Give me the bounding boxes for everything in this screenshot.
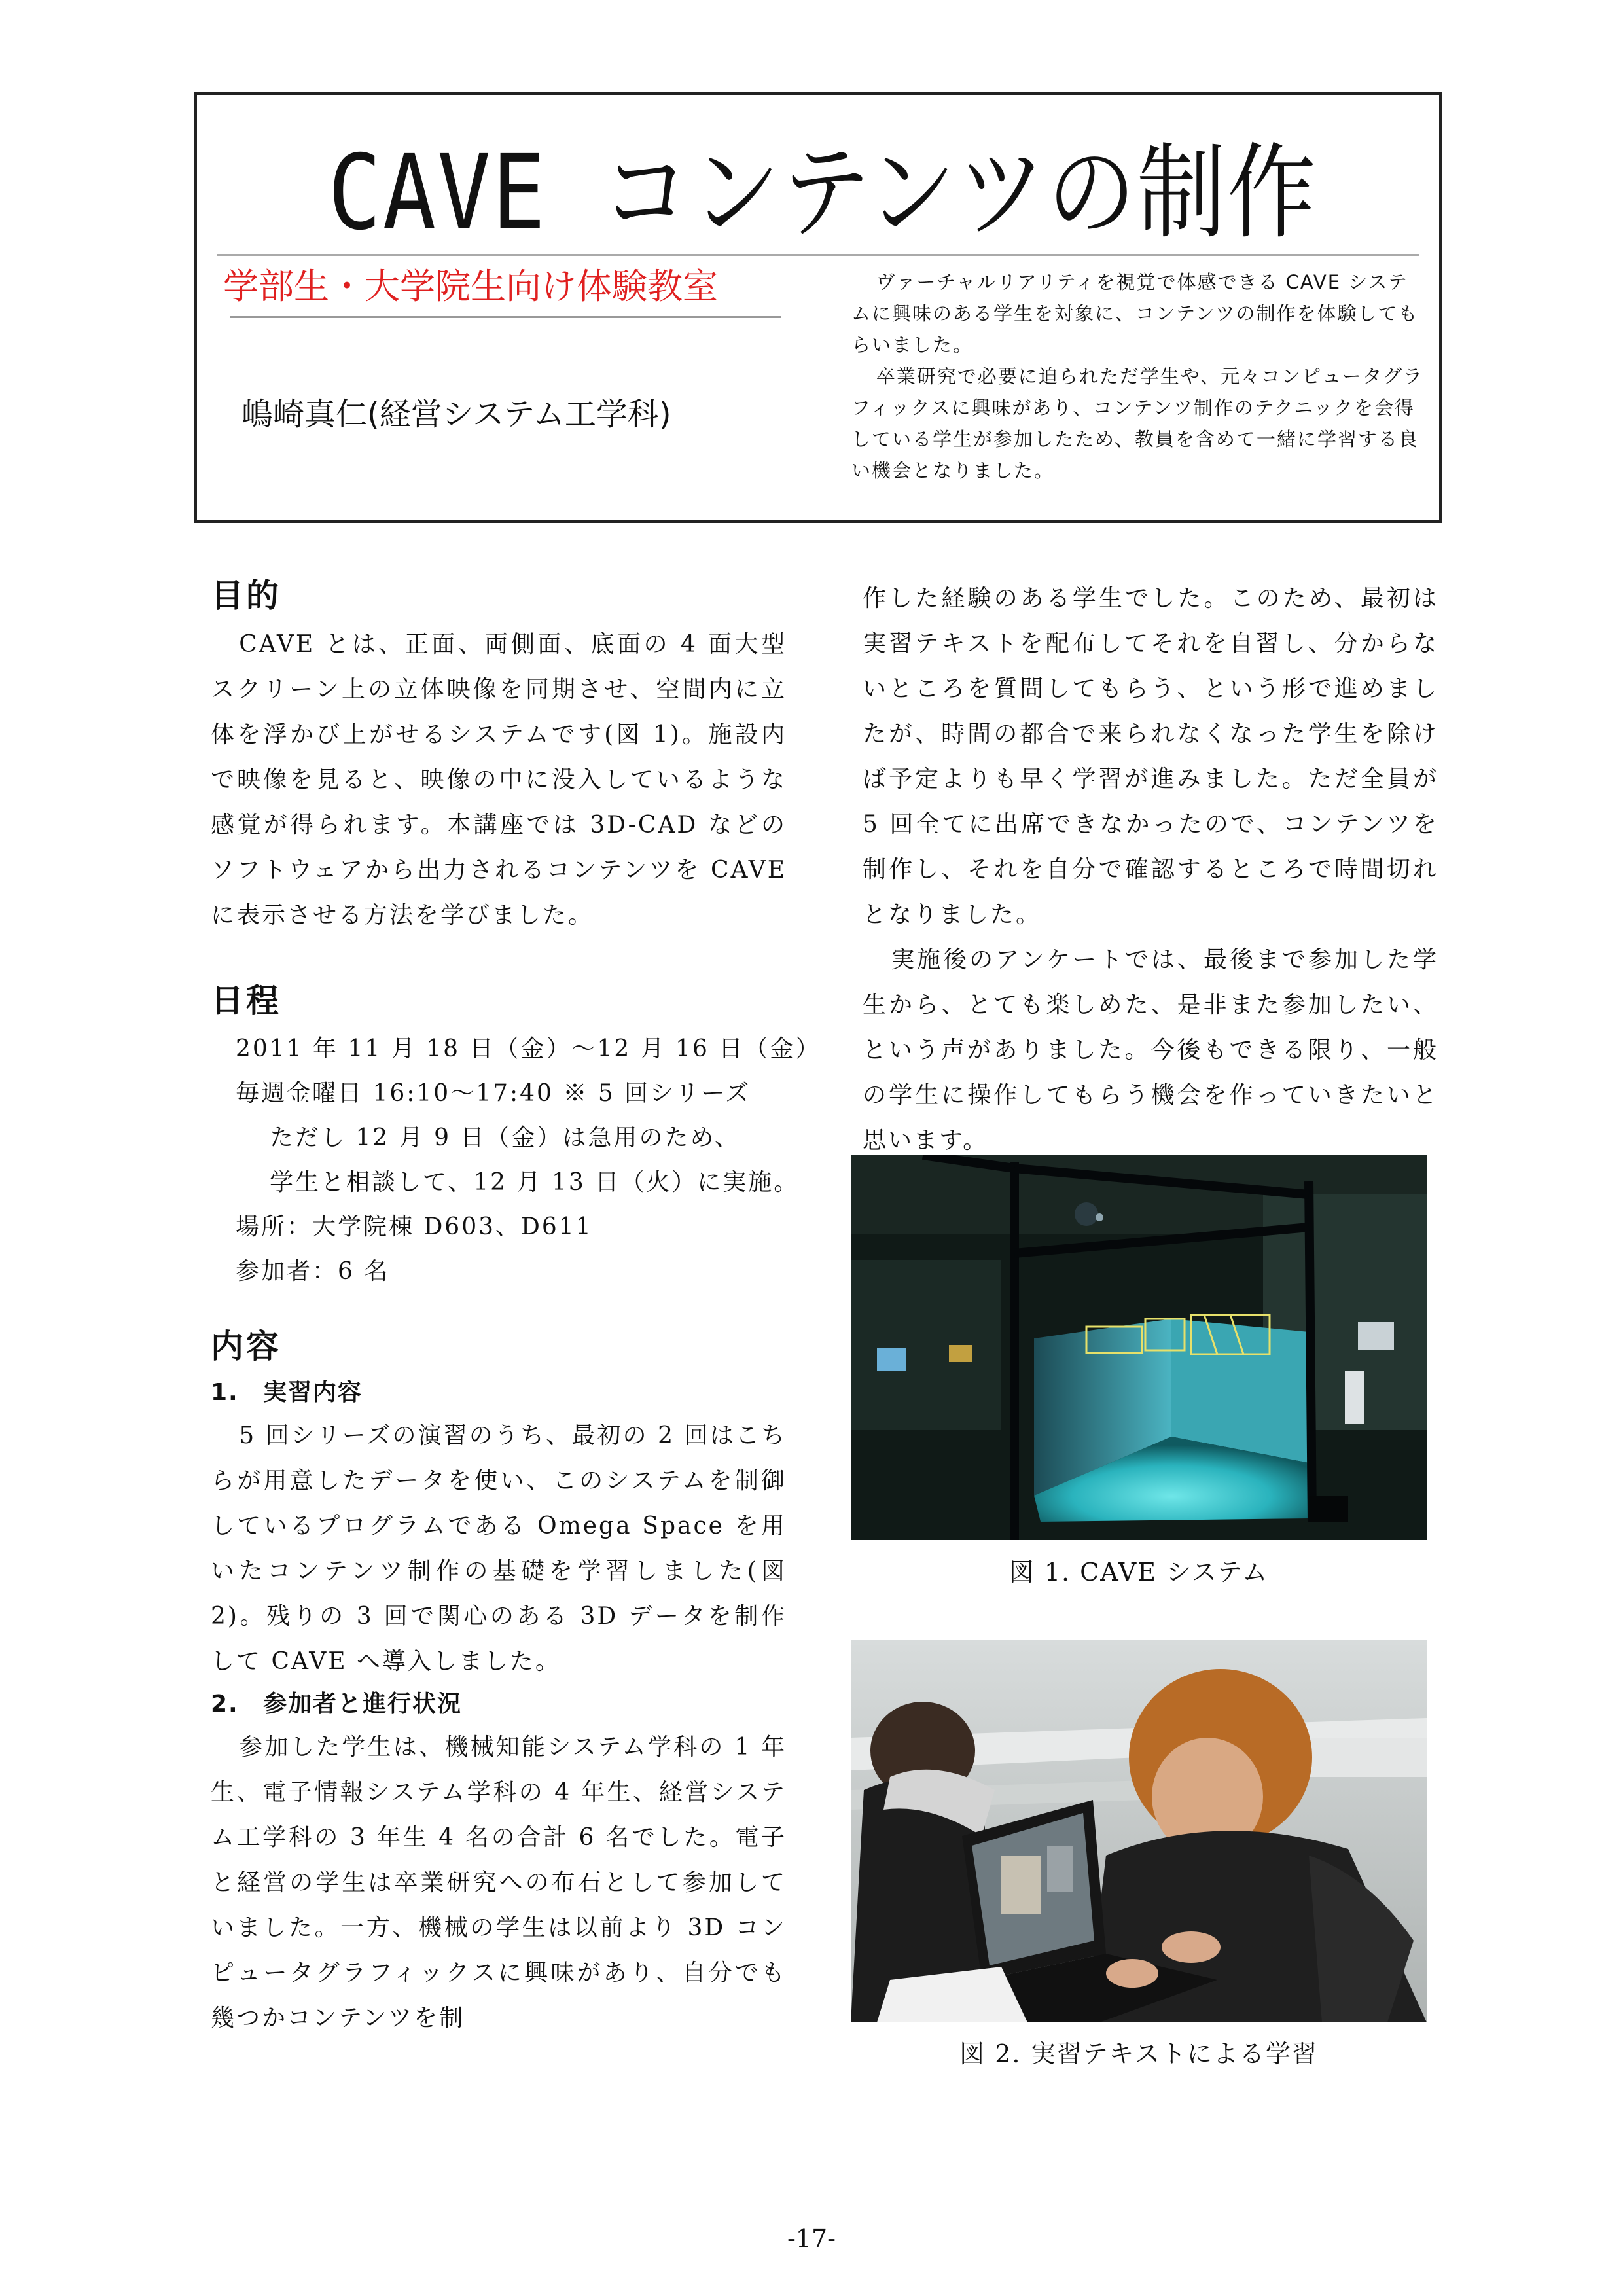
schedule-line: 2011 年 11 月 18 日（金）〜12 月 16 日（金） — [236, 1035, 821, 1062]
title-divider — [217, 254, 1419, 256]
cave-system-illustration — [851, 1155, 1427, 1540]
schedule-line: 場所：大学院棟 D603、D611 — [236, 1213, 593, 1240]
header-box — [194, 92, 1442, 523]
section-heading-purpose: 目的 — [211, 577, 281, 615]
schedule-line: 学生と相談して、12 月 13 日（火）に実施。 — [270, 1169, 800, 1196]
schedule-line: 毎週金曜日 16:10〜17:40 ※ 5 回シリーズ — [236, 1080, 751, 1107]
subsection-title: 参加者と進行状況 — [263, 1691, 463, 1717]
right-column — [863, 576, 1438, 1163]
abstract-paragraph: 卒業研究で必要に迫られただ学生や、元々コンピュータグラフィックスに興味があり、コンテンツ制作のテクニックを会得している学生が参加したため、教員を含めて一緒に学習する良い機会となりました。 — [851, 365, 1424, 482]
purpose-body: CAVE とは、正面、両側面、底面の 4 面大型スクリーン上の立体映像を同期させ、空間内に立体を浮かび上がせるシステムです(図 1)。施設内で映像を見ると、映像の中に没入しているような感覚が得られます。本講座では 3D-CAD などのソフトウェアから出力されるコンテンツを CAVE に表示させる方法を学びました。 — [211, 631, 787, 929]
subtitle-divider — [230, 316, 781, 318]
subsection-number: 2. — [211, 1691, 239, 1717]
content-participants-body: 参加した学生は、機械知能システム学科の 1 年生、電子情報システム学科の 4 年生、経営システム工学科の 3 年生 4 名の合計 6 名でした。電子と経営の学生は卒業研究への布石として参加していました。一方、機械の学生は以前より 3D コンピュータグラフィックスに興味があり、自分でも幾つかコンテンツを制 — [211, 1734, 787, 2032]
abstract-paragraph: ヴァーチャルリアリティを視覚で体感できる CAVE システムに興味のある学生を対象に、コンテンツの制作を体験してもらいました。 — [851, 271, 1419, 356]
students-learning-photo — [851, 1640, 1427, 2022]
subsection-heading — [211, 1372, 787, 1413]
document-title: CAVE コンテンツの制作 — [328, 133, 1317, 253]
cave-system-photo — [851, 1155, 1427, 1540]
page-number: -17- — [787, 2224, 836, 2253]
participants-body-continued: 作した経験のある学生でした。このため、最初は実習テキストを配布してそれを自習し、分からないところを質問してもらう、という形で進めましたが、時間の都合で来られなくなった学生を除けば予定よりも早く学習が進みました。ただ全員が 5 回全てに出席できなかったので、コンテンツを制作し、それを自分で確認するところで時間切れとなりました。 — [863, 585, 1438, 928]
survey-body: 実施後のアンケートでは、最後まで参加した学生から、とても楽しめた、是非また参加したい、という声がありました。今後もできる限り、一般の学生に操作してもらう機会を作っていきたいと思います。 — [863, 946, 1438, 1154]
subtitle: 学部生・大学院生向け体験教室 — [223, 266, 718, 307]
left-column — [211, 569, 821, 2041]
subsection-heading — [211, 1684, 787, 1725]
section-heading-content: 内容 — [211, 1327, 281, 1365]
figure-2-caption: 図 2. 実習テキストによる学習 — [959, 2039, 1318, 2068]
abstract — [851, 266, 1427, 486]
schedule-line: ただし 12 月 9 日（金）は急用のため、 — [270, 1124, 741, 1151]
author: 嶋崎真仁(経営システム工学科) — [241, 396, 671, 433]
subsection-number: 1. — [211, 1379, 239, 1406]
section-heading-schedule: 日程 — [211, 982, 281, 1020]
content-practice-body: 5 回シリーズの演習のうち、最初の 2 回はこちらが用意したデータを使い、このシステムを制御しているプログラムである Omega Space を用いたコンテンツ制作の基礎を学習しました(図 2)。残りの 3 回で関心のある 3D データを制作して CAVE へ導入しました。 — [211, 1422, 787, 1675]
students-learning-illustration — [851, 1640, 1427, 2022]
subsection-title: 実習内容 — [263, 1379, 363, 1406]
figure-1-caption: 図 1. CAVE システム — [1008, 1558, 1269, 1587]
schedule-line: 参加者：6 名 — [236, 1258, 390, 1285]
